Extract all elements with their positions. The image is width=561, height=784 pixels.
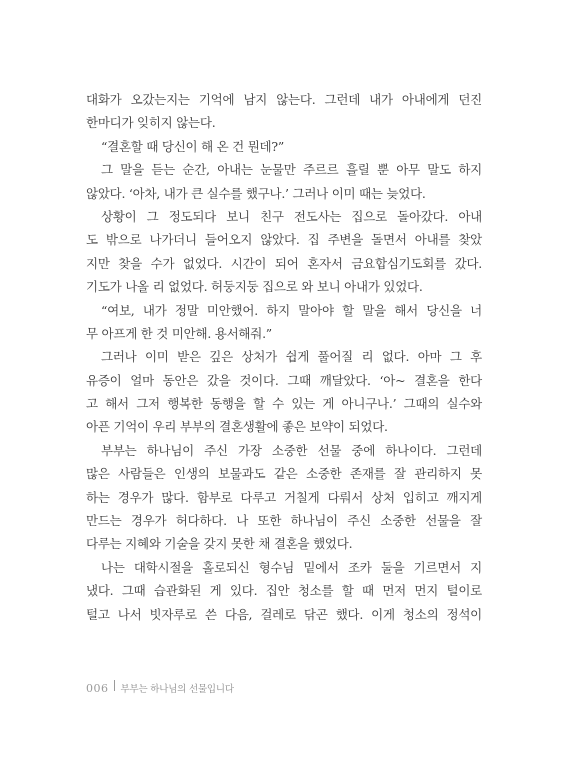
text-line: 유증이 얼마 동안은 갔을 것이다. 그때 깨달았다. ‘아~ 결혼을 한다 — [86, 372, 482, 388]
text-line: 부부는 하나님이 주신 가장 소중한 선물 중에 하나이다. 그런데 — [101, 442, 482, 458]
text-line: 하는 경우가 많다. 함부로 다루고 거칠게 다뤄서 상처 입히고 깨지게 — [86, 489, 482, 505]
text-line: “여보, 내가 정말 미안했어. 하지 말아야 할 말을 해서 당신을 너 — [101, 302, 482, 318]
page-footer — [86, 680, 234, 696]
text-line: 대화가 오갔는지는 기억에 남지 않는다. 그런데 내가 아내에게 던진 — [86, 92, 482, 107]
text-line: 아픈 기억이 우리 부부의 결혼생활에 좋은 보약이 되었다. — [86, 419, 388, 435]
paragraph — [86, 556, 482, 626]
text-line: 않았다. ‘아차, 내가 큰 실수를 했구나.’ 그러나 이미 때는 늦었다. — [86, 185, 426, 201]
text-line: 상황이 그 정도되다 보니 친구 전도사는 집으로 돌아갔다. 아내 — [101, 208, 482, 224]
paragraph — [86, 299, 482, 346]
text-line: 다루는 지혜와 기술을 갖지 못한 채 결혼을 했었다. — [86, 536, 353, 552]
running-title: 부부는 하나님의 선물입니다 — [120, 684, 234, 695]
text-line: 도 밖으로 나가더니 들어오지 않았다. 집 주변을 돌면서 아내를 찾았 — [86, 232, 482, 248]
body-text — [86, 88, 482, 626]
text-line: 그 말을 듣는 순간, 아내는 눈물만 주르르 흘릴 뿐 아무 말도 하지 — [101, 162, 482, 178]
paragraph — [86, 135, 482, 158]
paragraph — [86, 205, 482, 299]
text-line: 털고 나서 빗자루로 쓴 다음, 걸레로 닦곤 했다. 이게 청소의 정석이 — [86, 606, 482, 622]
paragraph — [86, 88, 482, 135]
paragraph — [86, 345, 482, 439]
text-line: 무 아프게 한 것 미안해. 용서해줘.” — [86, 325, 272, 341]
text-line: 지만 찾을 수가 없었다. 시간이 되어 혼자서 금요합심기도회를 갔다. — [86, 255, 482, 271]
footer-divider — [114, 680, 115, 691]
text-line: “결혼할 때 당신이 해 온 건 뭔데?” — [101, 138, 284, 154]
text-line: 냈다. 그때 습관화된 게 있다. 집안 청소를 할 때 먼저 먼지 털이로 — [86, 583, 482, 599]
paragraph — [86, 439, 482, 556]
text-line: 한마디가 잊히지 않는다. — [86, 115, 216, 131]
text-line: 고 해서 그저 행복한 동행을 할 수 있는 게 아니구나.’ 그때의 실수와 — [86, 396, 482, 412]
text-line: 그러나 이미 받은 깊은 상처가 쉽게 풀어질 리 없다. 아마 그 후 — [101, 349, 482, 365]
text-line: 만드는 경우가 허다하다. 나 또한 하나님이 주신 소중한 선물을 잘 — [86, 513, 482, 529]
page-number: 006 — [86, 681, 109, 695]
text-line: 많은 사람들은 인생의 보물과도 같은 소중한 존재를 잘 관리하지 못 — [86, 466, 482, 482]
text-line: 나는 대학시절을 홀로되신 형수님 밑에서 조카 둘을 기르면서 지 — [101, 559, 482, 575]
paragraph — [86, 158, 482, 205]
text-line: 기도가 나올 리 없었다. 허둥지둥 집으로 와 보니 아내가 있었다. — [86, 279, 423, 295]
